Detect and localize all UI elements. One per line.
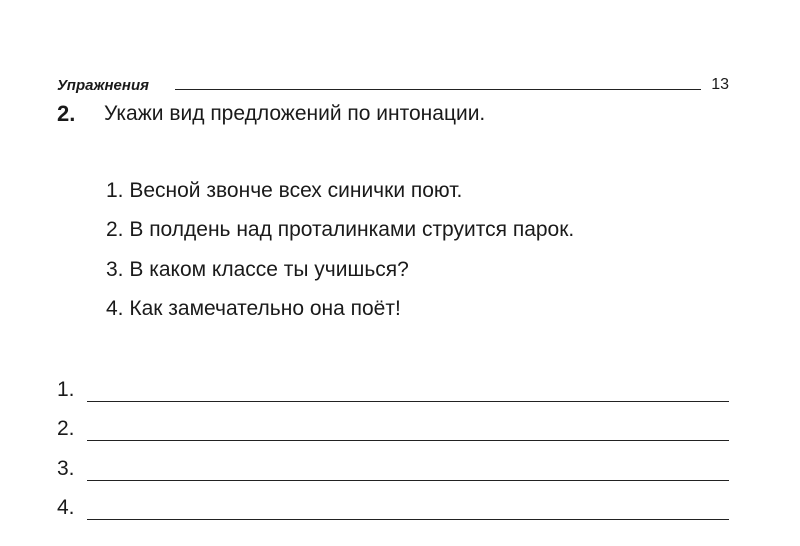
answer-line-3[interactable] (87, 480, 729, 481)
answer-line-2[interactable] (87, 440, 729, 441)
page-number: 13 (711, 76, 729, 93)
answer-line-1[interactable] (87, 401, 729, 402)
sentence-2: 2. В полдень над проталинками струится парок. (106, 218, 575, 241)
exercise-number: 2. (57, 101, 76, 126)
answer-row-4 (57, 495, 729, 525)
answer-number: 3. (57, 457, 75, 480)
answer-number: 4. (57, 496, 75, 519)
sentence-4: 4. Как замечательно она поёт! (106, 297, 401, 320)
answer-line-4[interactable] (87, 519, 729, 520)
answer-row-3 (57, 456, 729, 486)
answer-number: 2. (57, 417, 75, 440)
section-title: Упражнения (57, 77, 149, 94)
page-header (57, 76, 729, 96)
exercise-prompt: Укажи вид предложений по интонации. (104, 102, 486, 125)
answer-row-1 (57, 377, 729, 407)
answer-row-2 (57, 416, 729, 446)
answer-number: 1. (57, 378, 75, 401)
header-divider (175, 89, 701, 90)
exercise-heading (57, 101, 737, 129)
sentence-3: 3. В каком классе ты учишься? (106, 258, 409, 281)
sentence-1: 1. Весной звонче всех синички поют. (106, 179, 463, 202)
